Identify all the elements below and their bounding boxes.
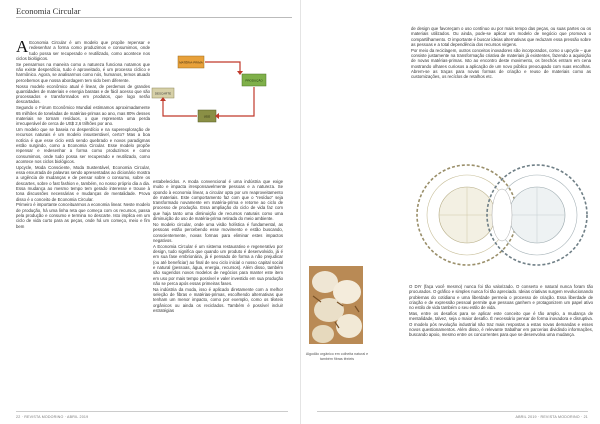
left-column-1: [16, 37, 150, 230]
footer-divider: [16, 411, 288, 412]
drop-cap: A: [16, 37, 29, 56]
article-paragraph: Primeiro é importante conceituarmos a economia linear. Neste modelo de produção, há uma linha reta que começa com os recursos, passa pela produção e consumo e termina no descarte. Isto implica em um ciclo de vida curto para as peças, onde há um começo, meio e fim bem: [16, 202, 150, 229]
diagram-box-raw-material: [178, 56, 204, 68]
right-column-bottom: [409, 284, 593, 338]
section-title: Economia Circular: [16, 6, 81, 16]
diagram-arrow: [205, 62, 240, 72]
svg-text:MATÉRIA-PRIMA: MATÉRIA-PRIMA: [179, 60, 203, 65]
diagram-arrow: [218, 87, 254, 116]
right-column-top: [411, 26, 591, 80]
article-paragraph: O DIY (faça você mesmo) nunca foi tão valorizado. O conserto e natural nunca foram tão procurados. O gráfico e simples nunca foi tão apreciado. Ideias criativas surgem revolucionando problemas do cotidiano e uma liberdade permeia o processo de criação. Essa liberdade de criação e de expressão pessoal permite que pessoas ganhem e protagonizem um papel ativo no estilo de vida também o seu estilo de vida.: [409, 284, 593, 311]
article-paragraph: estabelecidos. A moda convencional é uma indústria que exige muito e impacta irresponsavelmente pessoas e a natureza. Se opondo à economia linear, a circular opta por um reaproveitamento de materiais. Este comportamento faz com que o “resíduo” seja transformado novamente em matéria-prima e retorne ao ciclo de processo de produção. Essa ampliação do ciclo de vida faz com que haja tanto uma diminuição de recursos naturais como uma diminuição do uso de matéria-prima retirada do meio ambiente.: [153, 179, 283, 222]
svg-text:USO: USO: [203, 114, 211, 119]
page-footer: ABRIL 2019 · REVISTA MODORINO · 21: [515, 415, 588, 419]
footer-divider: [317, 411, 588, 412]
article-paragraph: A Economia Circular é um modelo que propõe repensar e redesenhar a forma como produzimos e consumimos, onde tudo possa ser recuperado e reutilizado, como acontece nos ciclos biológicos.: [16, 37, 150, 61]
diagram-arrow: [163, 100, 197, 116]
left-column-2: [153, 179, 283, 314]
right-page: [300, 0, 600, 424]
article-paragraph: Na indústria da moda, isso é aplicado diretamente com a melhor seleção de fibras e matérias-primas, escolhendo alternativas que tenham um menor impacto, como por exemplo, como os têxteis orgânicos ou ainda os reciclados. Também é possível incluir estratégias: [153, 286, 283, 313]
article-paragraph: Se pensarmos na maneira como a natureza funciona notamos que não existe desperdício, tudo é aproveitado, é um processo cíclico e harmônico. Agora, se analisarmos como nós, humanos, temos atuado percebemos que nossa abordagem tem sido bem diferente.: [16, 61, 150, 83]
article-paragraph: Mas, entre os desafios para se aplicar este conceito que é tão amplo, a mudança de mentalidade, talvez, seja o maior desafio. É necessário pensar de forma inovadora e disruptiva. O modelo pós revolução industrial não traz mais respostas a estas novas demandas e esses novos questionamentos. Além disso, é relevante trabalhar em parcerias dividindo informações, buscando apoio, mesmo entre os concorrentes para que se desenvolva uma mudança.: [409, 311, 593, 338]
svg-text:DESCARTE: DESCARTE: [154, 91, 172, 96]
diagram-box-disposal: [152, 88, 174, 98]
circular-economy-diagram: [409, 155, 595, 275]
article-paragraph: Por meio da reciclagem, outros conceitos inovadores são incorporados, como o upcycle – que consiste justamente na transformação criativa de materiais já existentes, fazendo a aquisição de novas matérias-primas. Isto ao encontro deste movimento, os brechós entram em cena mostrando olhares curiosos a aplicação de um novo público preocupado com suas escolhas. Abrem-se as traças para novas formas de criação e reuso de materiais como as customizações, os recíclos de retalhos etc.: [411, 47, 591, 80]
svg-text:PRODUÇÃO: PRODUÇÃO: [245, 78, 263, 83]
header-divider: [16, 17, 292, 18]
linear-economy-diagram: [150, 52, 282, 132]
article-paragraph: de design que favoreçam o uso contínuo ou por mais tempo das peças, ou suas partes ou os materiais utilizados. Ou ainda, pode-se aplicar um modelo de negócio que promova o compartilhamento. O importante é buscar ideias alternativas que reduzam essa pressão sobre as pessoas e a total dependência dos recursos virgens.: [411, 26, 591, 47]
cotton-photo: [309, 266, 363, 344]
diagram-box-production: [242, 74, 266, 86]
article-paragraph: Segundo o Fórum Econômico Mundial estimamos aproximadamente 65 milhões de toneladas de matérias-primas ao ano, mas 80% desses materiais se tornam resíduos, o que representa uma perda irrecuperável de cerca de US$ 2,6 trilhões por ano.: [16, 105, 150, 127]
photo-caption: Algodão orgânico em colheita natural e também fibras têxteis: [305, 352, 369, 361]
article-paragraph: No modelo circular, onde uma visão holística é fundamental, as pessoas estão percebendo esse movimento e estão buscando, conscientemente, novas formas para eliminar estes impactos negativos.: [153, 221, 283, 243]
article-paragraph: Upcycle, Moda Consciente, Moda Sustentável, Economia Circular, essa enxurrada de palavras sendo apresentadas ao dicionário mostra a urgência de mudanças e de pensar sobre o consumo, sobre os descartes, sobre o fast fashion e, também, no nosso próprio dia a dia. Essa mudança ao mesmo tempo tem gerado interesse e trouxe à tona discussões necessárias e mudanças de mentalidade. Prova disso é o conceito de Economia Circular.: [16, 164, 150, 202]
diagram-box-use: [198, 110, 216, 122]
article-paragraph: A Economia Circular é um sistema restaurativo e regenerativo por design, tudo significa que quando um produto é desenvolvido, já é em sua fase embrionária, já é pensado de forma a não prejudicar (ou até beneficiar) ao final de seu ciclo inicial o nosso capital social e natural (pessoas, água, energia, recursos). Além disso, também são sugeridos novos modelos de negócios para manter este item em uso por mais tempo possível e valer investido em sua produção não se perca após essas primeiras fases.: [153, 243, 283, 286]
article-paragraph: Um modelo que se baseia no desperdício e na superexploração de recursos naturais é um modelo insustentável, certo? Mas a boa notícia é que esse ciclo está sendo quebrado e novos paradigmas estão surgindo, como a Economia Circular. Esse modelo propõe repensar e redesenhar a forma como produzimos e como consumimos, onde tudo possa ser recuperado e reutilizado, como acontece nos ciclos biológicos.: [16, 127, 150, 164]
page-footer: 22 · REVISTA MODORINO · ABRIL 2019: [16, 415, 89, 419]
article-paragraph: Nosso modelo econômico atual é linear, de perdemos de grandes quantidades de materiais e energia baratas e de fácil acesso que são processados e transformados em produtos, que logo serão descartados.: [16, 83, 150, 105]
diagram-center: [492, 189, 512, 241]
